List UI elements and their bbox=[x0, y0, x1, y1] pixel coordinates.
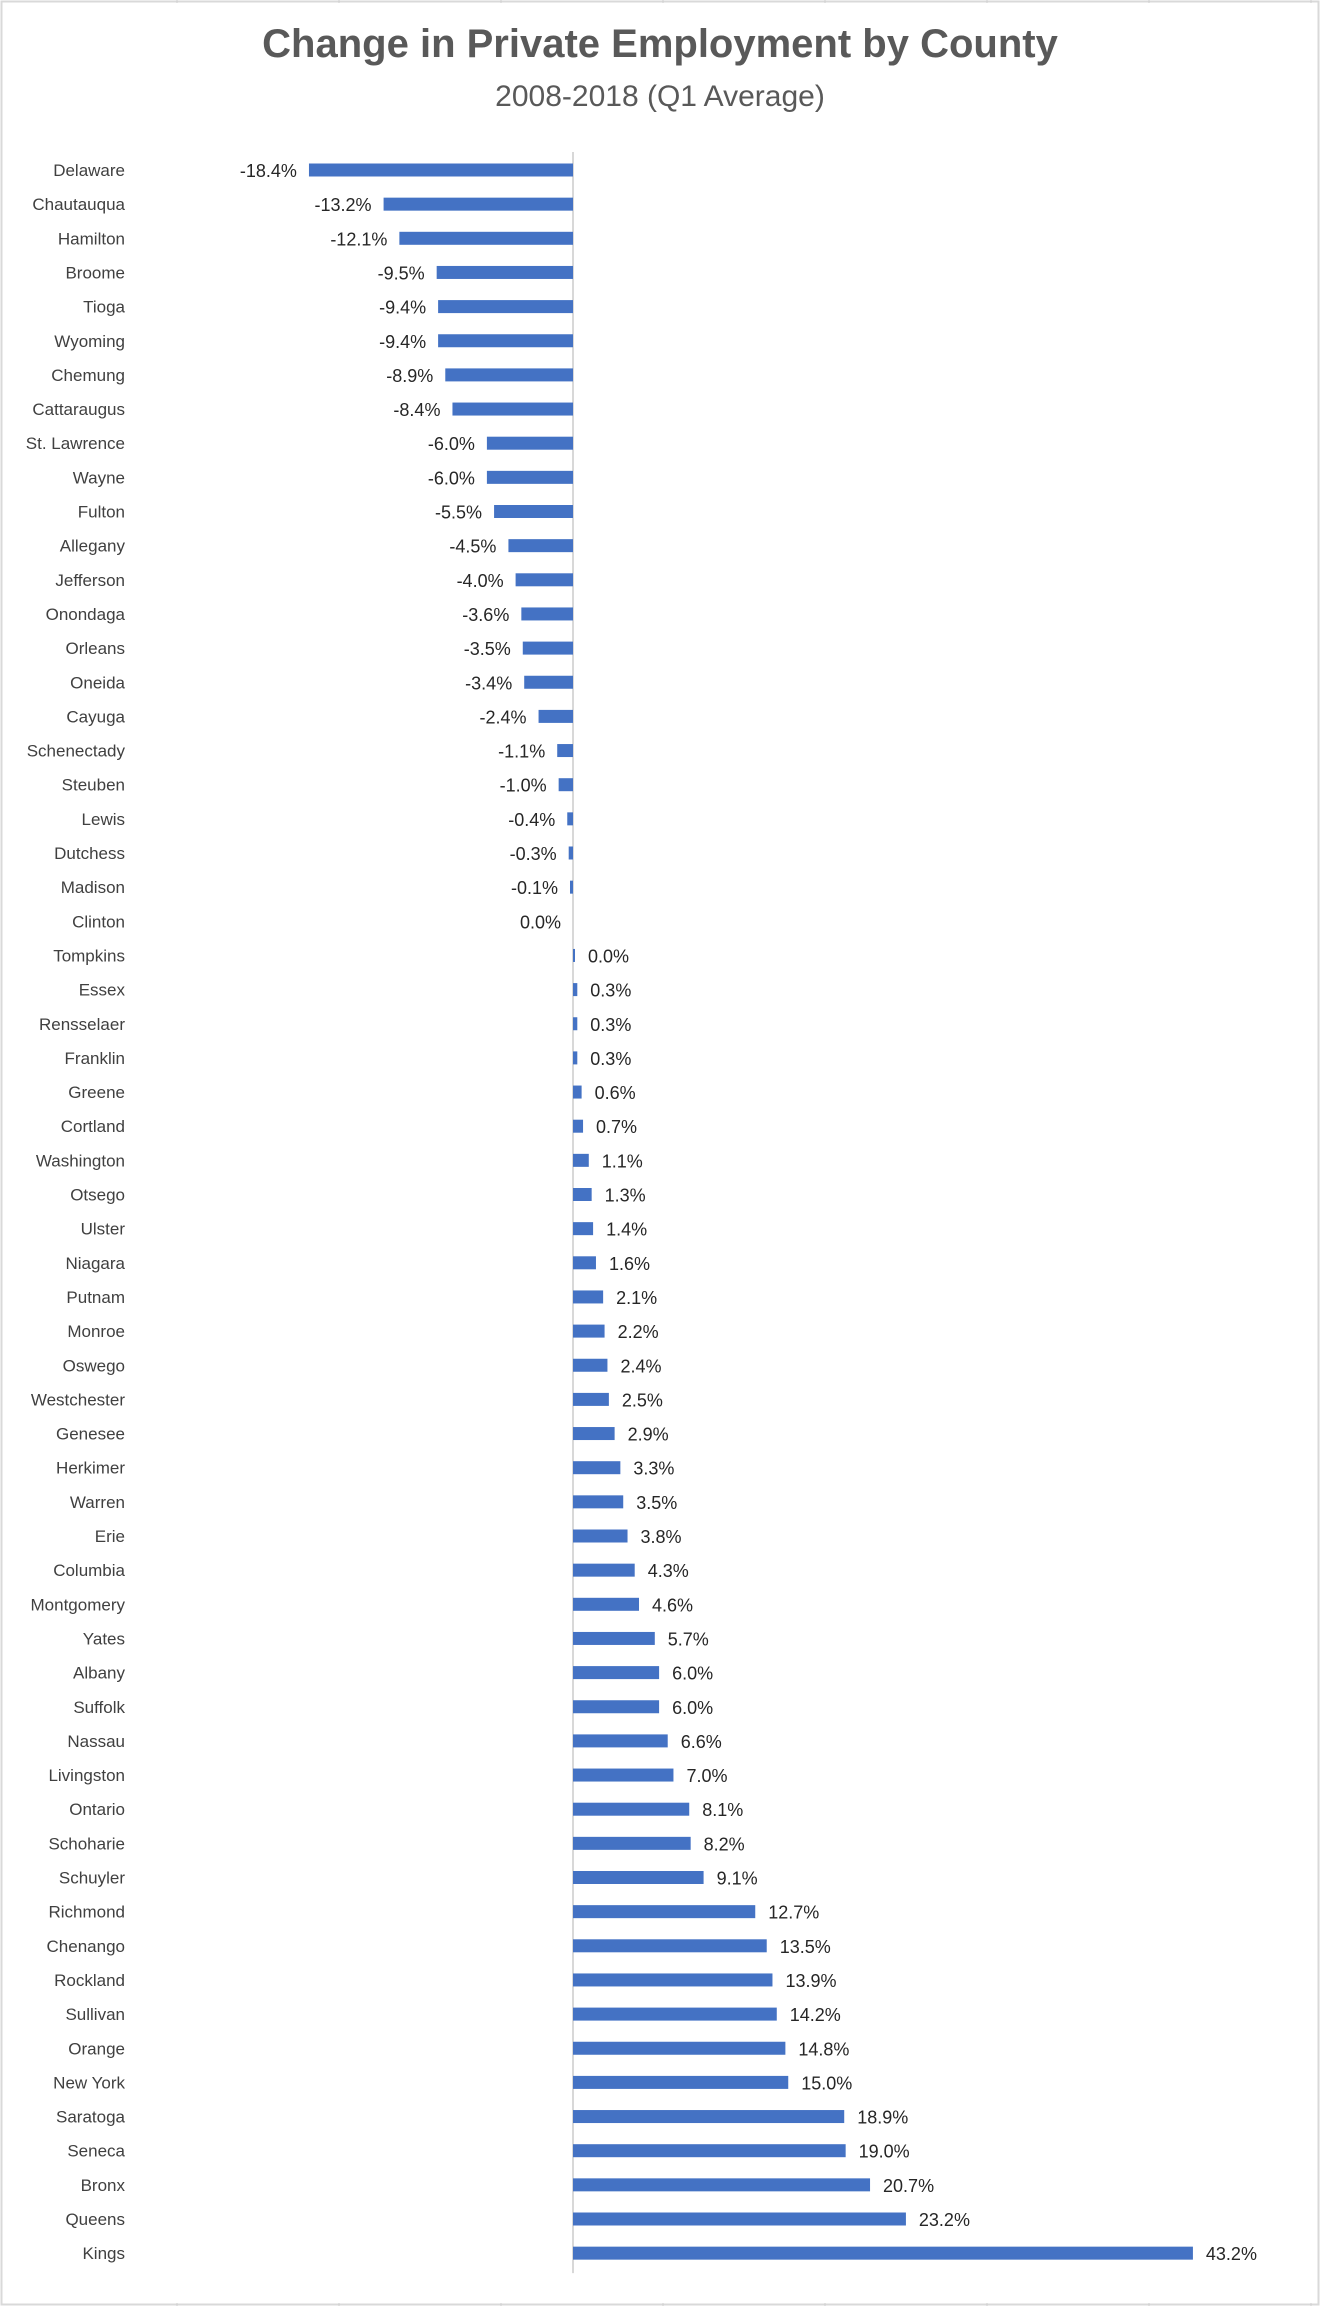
bar bbox=[573, 1325, 605, 1338]
data-label: -3.4% bbox=[465, 673, 513, 694]
data-label: 5.7% bbox=[667, 1629, 709, 1650]
category-label: Ulster bbox=[80, 1219, 125, 1239]
category-label: Wyoming bbox=[54, 331, 125, 351]
category-label: Rensselaer bbox=[39, 1014, 125, 1034]
category-label: Oswego bbox=[62, 1356, 125, 1376]
category-label: Niagara bbox=[65, 1253, 125, 1273]
data-label: -9.5% bbox=[377, 263, 425, 284]
data-label: 13.5% bbox=[779, 1936, 831, 1957]
bar bbox=[573, 1256, 596, 1269]
category-label: Lewis bbox=[81, 809, 125, 829]
data-label: 18.9% bbox=[857, 2107, 909, 2128]
category-label: Onondaga bbox=[45, 604, 125, 624]
bar bbox=[573, 2008, 777, 2021]
data-label: 8.1% bbox=[702, 1800, 744, 1821]
data-label: 6.0% bbox=[672, 1663, 714, 1684]
data-label: 0.7% bbox=[596, 1117, 638, 1138]
data-label: 3.5% bbox=[636, 1492, 678, 1513]
category-label: Montgomery bbox=[30, 1595, 125, 1615]
category-label: Livingston bbox=[48, 1766, 125, 1786]
data-label: 2.2% bbox=[617, 1322, 659, 1343]
bar bbox=[438, 334, 573, 347]
data-label: 1.1% bbox=[601, 1151, 643, 1172]
category-label: Fulton bbox=[77, 502, 125, 522]
data-label: 6.0% bbox=[672, 1697, 714, 1718]
category-label: Bronx bbox=[80, 2175, 125, 2195]
category-label: Orleans bbox=[65, 639, 125, 659]
category-label: Delaware bbox=[53, 161, 125, 180]
data-label: 43.2% bbox=[1205, 2244, 1257, 2265]
bar bbox=[399, 232, 573, 245]
data-label: 4.3% bbox=[647, 1561, 689, 1582]
category-label: Seneca bbox=[67, 2141, 125, 2161]
bar bbox=[570, 881, 573, 894]
bar bbox=[573, 2178, 870, 2191]
bar bbox=[573, 1051, 577, 1064]
category-label: Sullivan bbox=[65, 2005, 125, 2025]
category-label: Broome bbox=[65, 263, 125, 283]
data-label: 1.4% bbox=[606, 1219, 648, 1240]
data-label: -8.4% bbox=[393, 400, 441, 421]
bar bbox=[438, 300, 573, 313]
category-label: Herkimer bbox=[56, 1458, 125, 1478]
data-label: -18.4% bbox=[239, 161, 297, 181]
category-label: Queens bbox=[65, 2210, 125, 2229]
bar bbox=[573, 949, 575, 962]
bar bbox=[494, 505, 573, 518]
data-label: -12.1% bbox=[330, 229, 388, 250]
data-label: -3.6% bbox=[462, 604, 510, 625]
bar bbox=[573, 1393, 609, 1406]
category-label: Schuyler bbox=[58, 1868, 125, 1888]
bar bbox=[573, 1632, 655, 1645]
bar bbox=[573, 1461, 620, 1474]
bar bbox=[452, 403, 573, 416]
bar bbox=[573, 1086, 582, 1099]
data-label: 9.1% bbox=[716, 1868, 758, 1889]
category-label: Essex bbox=[78, 980, 125, 1000]
bar bbox=[508, 539, 573, 552]
data-label: 1.3% bbox=[604, 1185, 646, 1206]
bar bbox=[573, 1017, 577, 1030]
category-label: Chemung bbox=[51, 365, 125, 385]
data-label: 2.4% bbox=[620, 1356, 662, 1377]
bar bbox=[573, 1905, 755, 1918]
bar bbox=[573, 2076, 788, 2089]
category-label: Greene bbox=[68, 1083, 125, 1103]
bar bbox=[521, 607, 573, 620]
category-label: Hamilton bbox=[57, 229, 125, 249]
category-label: Putnam bbox=[66, 1287, 125, 1307]
category-label: Ontario bbox=[69, 1800, 125, 1820]
category-label: Westchester bbox=[30, 1390, 125, 1410]
data-label: 14.8% bbox=[798, 2039, 850, 2060]
data-label: -1.0% bbox=[499, 775, 547, 796]
data-label: 13.9% bbox=[785, 1970, 837, 1991]
category-label: Cattaraugus bbox=[32, 400, 125, 420]
chart-subtitle: 2008-2018 (Q1 Average) bbox=[495, 80, 825, 113]
data-label: 7.0% bbox=[686, 1766, 728, 1787]
data-label: 3.3% bbox=[633, 1458, 675, 1479]
category-label: Tompkins bbox=[53, 946, 125, 966]
category-label: Schoharie bbox=[48, 1834, 125, 1854]
bar bbox=[573, 1188, 592, 1201]
bar bbox=[437, 266, 573, 279]
category-label: Schenectady bbox=[26, 741, 125, 761]
data-label: -2.4% bbox=[479, 707, 527, 728]
category-label: Saratoga bbox=[56, 2107, 125, 2127]
chart-title: Change in Private Employment by County bbox=[262, 22, 1058, 66]
data-label: 2.9% bbox=[627, 1424, 669, 1445]
data-label: 23.2% bbox=[918, 2210, 970, 2230]
category-label: Otsego bbox=[70, 1185, 125, 1205]
category-label: Suffolk bbox=[73, 1697, 125, 1717]
data-label: -9.4% bbox=[379, 331, 427, 352]
bar bbox=[524, 676, 573, 689]
bar bbox=[573, 2144, 846, 2157]
bar bbox=[384, 198, 573, 211]
bar bbox=[573, 2213, 906, 2226]
data-label: 0.3% bbox=[590, 1048, 632, 1069]
data-label: -4.0% bbox=[456, 570, 504, 591]
data-label: -13.2% bbox=[314, 195, 372, 216]
category-label: Cayuga bbox=[66, 707, 125, 727]
bar bbox=[573, 1803, 689, 1816]
category-label: Kings bbox=[82, 2244, 125, 2264]
category-label: Albany bbox=[73, 1663, 125, 1683]
data-label: 3.8% bbox=[640, 1527, 682, 1547]
category-label: Warren bbox=[69, 1492, 125, 1512]
bar bbox=[557, 744, 573, 757]
bar bbox=[573, 1530, 628, 1543]
data-label: -4.5% bbox=[449, 536, 497, 557]
data-label: 15.0% bbox=[801, 2073, 853, 2094]
bar bbox=[573, 1359, 607, 1372]
category-label: Rockland bbox=[54, 1970, 125, 1990]
data-label: -3.5% bbox=[463, 639, 511, 660]
bar bbox=[573, 1939, 767, 1952]
bar bbox=[573, 2042, 785, 2055]
category-label: Columbia bbox=[53, 1561, 125, 1581]
bar bbox=[559, 778, 573, 791]
bar bbox=[573, 1598, 639, 1611]
category-label: Steuben bbox=[61, 775, 125, 795]
bar bbox=[573, 1871, 704, 1884]
category-label: Genesee bbox=[56, 1424, 125, 1444]
bar bbox=[573, 983, 577, 996]
data-label: 14.2% bbox=[789, 2005, 841, 2026]
data-label: 2.5% bbox=[621, 1390, 663, 1411]
data-label: 0.0% bbox=[519, 912, 561, 933]
data-label: 20.7% bbox=[883, 2175, 935, 2196]
data-label: -9.4% bbox=[379, 297, 427, 318]
category-label: Dutchess bbox=[54, 844, 125, 863]
bar bbox=[573, 1973, 772, 1986]
bar bbox=[569, 847, 573, 860]
category-label: Clinton bbox=[72, 912, 125, 932]
bar bbox=[573, 1769, 673, 1782]
data-label: -6.0% bbox=[427, 468, 475, 489]
chart-border bbox=[2, 2, 1319, 2305]
data-label: 0.0% bbox=[588, 946, 630, 967]
category-label: Wayne bbox=[72, 468, 125, 488]
category-label: Cortland bbox=[60, 1117, 125, 1137]
bar bbox=[573, 2247, 1193, 2260]
bar bbox=[487, 471, 573, 484]
data-label: -0.4% bbox=[508, 809, 556, 830]
data-label: 4.6% bbox=[652, 1595, 694, 1616]
bar bbox=[573, 1222, 593, 1235]
category-label: Franklin bbox=[64, 1048, 125, 1068]
bar bbox=[573, 1154, 589, 1167]
bar bbox=[567, 812, 573, 825]
category-label: Chenango bbox=[46, 1936, 125, 1956]
data-label: 0.3% bbox=[590, 1014, 632, 1035]
bar bbox=[487, 437, 573, 450]
bar bbox=[516, 573, 573, 586]
data-label: 0.3% bbox=[590, 980, 632, 1001]
data-label: 12.7% bbox=[768, 1902, 820, 1923]
bar bbox=[573, 1120, 583, 1133]
category-label: St. Lawrence bbox=[25, 434, 125, 454]
bar bbox=[573, 1495, 623, 1508]
data-label: 6.6% bbox=[680, 1731, 722, 1752]
data-label: -0.1% bbox=[510, 878, 558, 899]
bar bbox=[445, 368, 573, 381]
category-label: Erie bbox=[94, 1527, 125, 1546]
bar bbox=[523, 642, 573, 655]
bar bbox=[573, 1666, 659, 1679]
category-label: Allegany bbox=[59, 536, 125, 556]
category-label: Madison bbox=[60, 878, 125, 898]
category-label: Richmond bbox=[48, 1902, 125, 1922]
bar bbox=[573, 1564, 635, 1577]
category-label: Washington bbox=[35, 1151, 125, 1171]
data-label: -6.0% bbox=[427, 434, 475, 455]
bar bbox=[573, 2110, 844, 2123]
category-label: Orange bbox=[68, 2039, 125, 2059]
data-label: 8.2% bbox=[703, 1834, 745, 1855]
bar bbox=[573, 1837, 691, 1850]
bar bbox=[539, 710, 573, 723]
category-label: Yates bbox=[82, 1629, 125, 1649]
bar bbox=[573, 1290, 603, 1303]
bar bbox=[573, 1427, 615, 1440]
data-label: -1.1% bbox=[498, 741, 546, 762]
data-label: 0.6% bbox=[594, 1083, 636, 1104]
category-label: Tioga bbox=[83, 297, 125, 317]
data-label: -8.9% bbox=[386, 365, 434, 386]
data-label: -5.5% bbox=[435, 502, 483, 523]
bar bbox=[573, 1700, 659, 1713]
bar bbox=[309, 164, 573, 177]
category-label: Monroe bbox=[67, 1322, 125, 1342]
data-label: 19.0% bbox=[858, 2141, 910, 2162]
category-label: Oneida bbox=[70, 673, 125, 693]
data-label: -0.3% bbox=[509, 844, 557, 864]
category-label: Chautauqua bbox=[32, 195, 125, 215]
category-label: Jefferson bbox=[55, 570, 125, 590]
bar bbox=[573, 1734, 668, 1747]
data-label: 2.1% bbox=[616, 1287, 658, 1308]
category-label: New York bbox=[53, 2073, 125, 2093]
category-label: Nassau bbox=[67, 1731, 125, 1751]
data-label: 1.6% bbox=[608, 1253, 650, 1274]
